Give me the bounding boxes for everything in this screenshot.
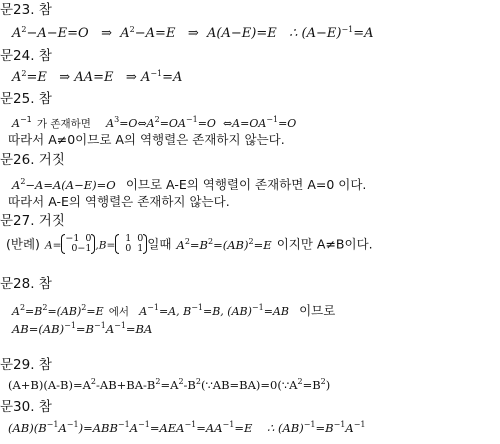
p27-counterexample: (반례) A= −1 0 0−1 ,B= 1 0 0 1 일때 $A^2=B^2=(AB)^2=E$ 이지만 A≠B이다. xyxy=(6,233,373,254)
matrix-a: −1 0 0−1 xyxy=(61,234,95,254)
p24-equation: $A^2=E$ ⇒ AA=E ⇒ $A^{-1}=A$ xyxy=(12,69,183,85)
p28-conclusion: $AB=(AB)^{-1}=B^{-1}A^{-1}=BA$ xyxy=(12,321,153,336)
p26-conclusion: 따라서 A-E의 역행렬은 존재하지 않는다. xyxy=(8,194,230,209)
p23-equation: $A^2-A-E=O$ ⇒ $A^2-A=E$ ⇒ A(A−E)=E ∴ $(A-E)^{-1}=A$ xyxy=(12,25,374,41)
p29-header: 문29. 참 xyxy=(0,357,52,373)
p26-statement: $A^2-A=A(A-E)=O$ 이므로 A-E의 역행렬이 존재하면 A=0 이다. xyxy=(12,177,367,192)
p25-conclusion: 따라서 A≠0이므로 A의 역행렬은 존재하지 않는다. xyxy=(8,132,285,147)
p25-equation: $A^{-1}$ 가 존재하면 $A^3=O\Leftrightarrow A^2=OA^{-1}=O$ $\Leftrightarrow A=OA^{-1}=O$ xyxy=(12,115,297,130)
p28-header: 문28. 참 xyxy=(0,276,52,292)
p25-header: 문25. 참 xyxy=(0,91,52,107)
p30-equation: $(AB)(B^{-1}A^{-1})=ABB^{-1}A^{-1}=AEA^{-1}=AA^{-1}=E$ ∴ $(AB)^{-1}=B^{-1}A^{-1}$ xyxy=(8,420,366,435)
p27-header: 문27. 거짓 xyxy=(0,213,65,229)
p29-equation: $(A+B)(A-B)=A^2-AB+BA-B^2=A^2-B^2(\because AB=BA)=0(\because A^2=B^2)$ xyxy=(8,377,331,392)
matrix-b: 1 0 0 1 xyxy=(115,234,147,254)
p23-header: 문23. 참 xyxy=(0,2,52,18)
p26-header: 문26. 거짓 xyxy=(0,152,65,168)
p28-statement: $A^2=B^2=(AB)^2=E$ 에서 $A^{-1}=A$, $B^{-1}=B$, (AB)$^{-1}$=AB 이므로 xyxy=(12,303,336,318)
p30-header: 문30. 참 xyxy=(0,399,52,415)
p24-header: 문24. 참 xyxy=(0,48,52,64)
